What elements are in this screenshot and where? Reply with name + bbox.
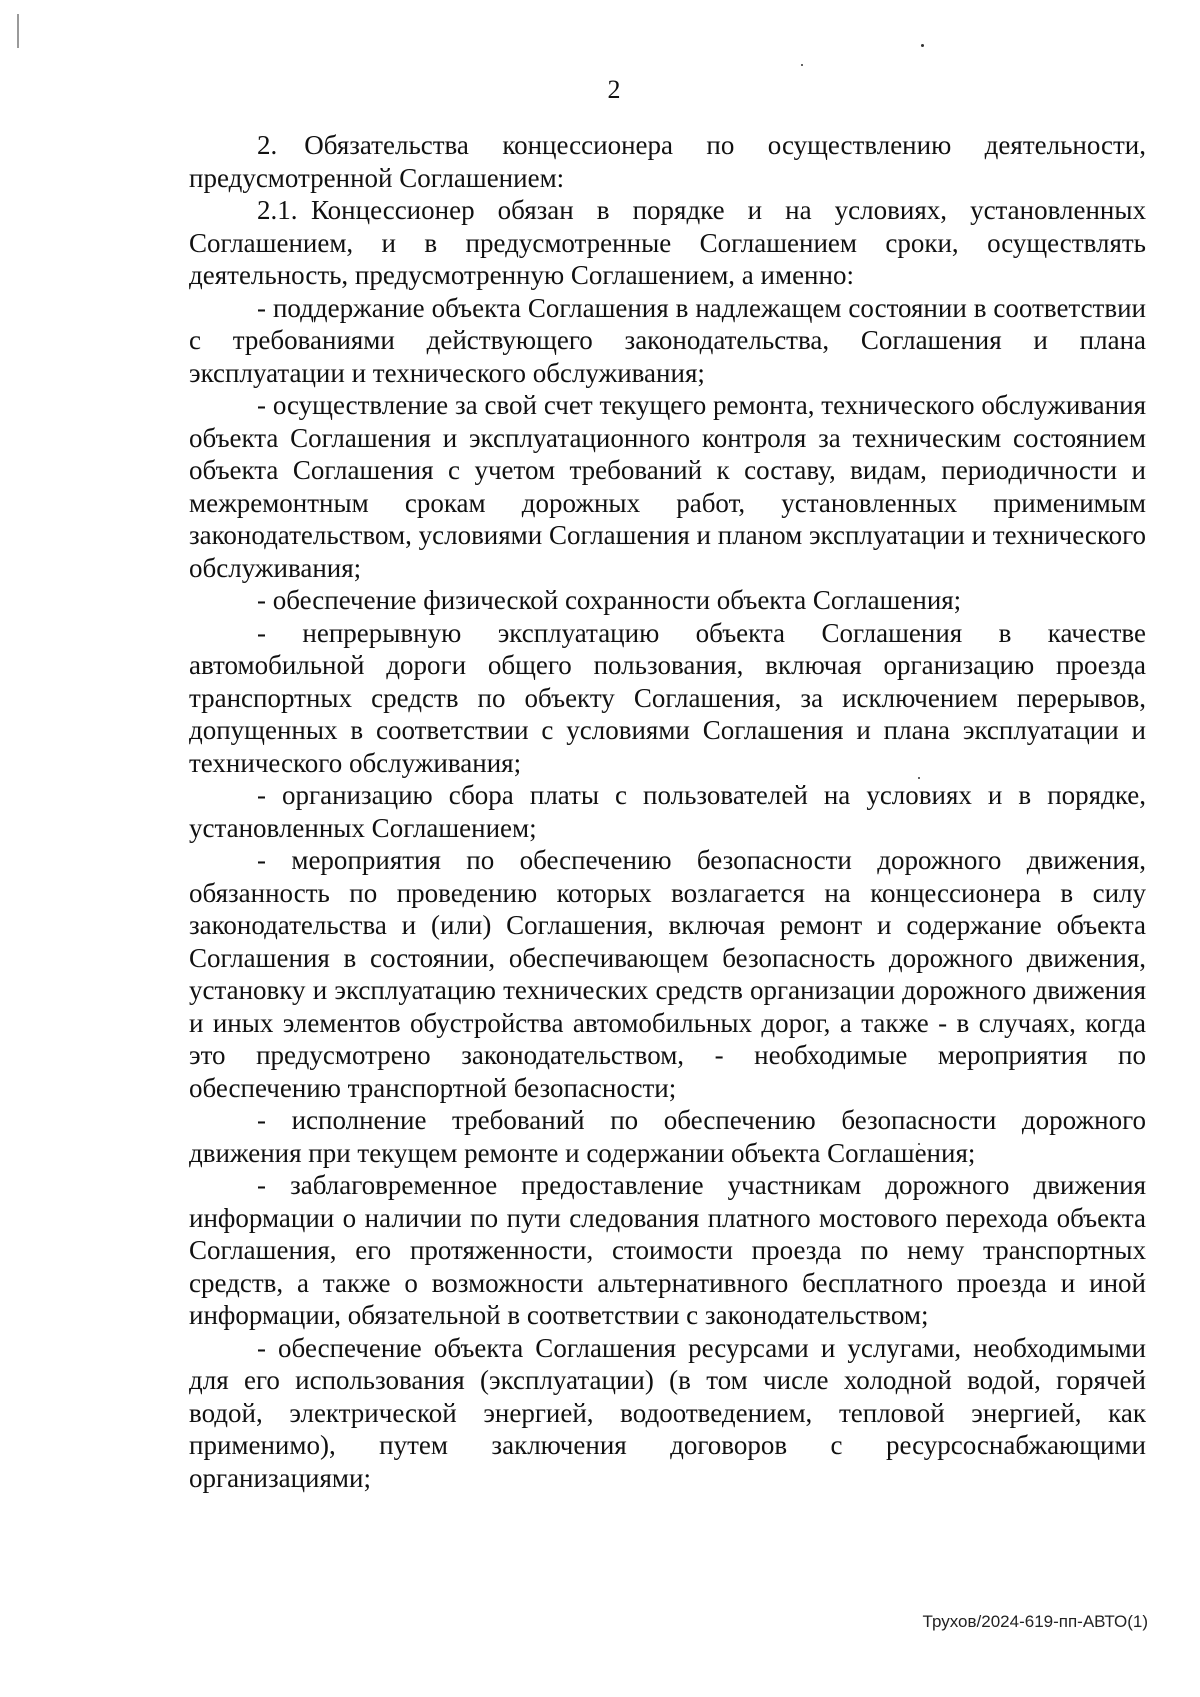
list-item-resources-supply: - обеспечение объекта Соглашения ресурсами и услугами, необходимыми для его использования (эксплуатации) (в том числе холодной водой, горячей водой, электрической энергией, водоотведением, тепловой энергией, как применимо), путем заключения договоров с ресурсоснабжающими организациями; — [189, 1332, 1146, 1493]
list-item-advance-information: - заблаговременное предоставление участникам дорожного движения информации о наличии по пути следования платного мостового перехода объекта Соглашения, его протяженности, стоимости проезда по нему транспортных средств, а также о возможности альтернативного бесплатного проезда и иной информации, обязательной в соответствии с законодательством; — [189, 1170, 1146, 1330]
scan-speck — [921, 44, 924, 47]
document-body — [189, 129, 1146, 1494]
scan-edge-mark — [17, 14, 19, 48]
list-item-continuous-operation: - непрерывную эксплуатацию объекта Соглашения в качестве автомобильной дороги общего пользования, включая организацию проезда транспортных средств по объекту Соглашения, за исключением перерывов, допущенных в соответствии с условиями Соглашения и плана эксплуатации и технического обслуживания; — [189, 617, 1146, 778]
list-item-maintenance: - поддержание объекта Соглашения в надлежащем состоянии в соответствии с требованиями действующего законодательства, Соглашения и плана эксплуатации и технического обслуживания; — [189, 292, 1146, 388]
list-item-road-safety-measures: - мероприятия по обеспечению безопасности дорожного движения, обязанность по проведению которых возлагается на концессионера в силу законодательства и (или) Соглашения, включая ремонт и содержание объекта Соглашения в состоянии, обеспечивающем безопасность дорожного движения, установку и эксплуатацию технических средств организации дорожного движения и иных элементов обустройства автомобильных дорог, а также - в случаях, когда это предусмотрено законодательством, - необходимые мероприятия по обеспечению транспортной безопасности; — [189, 845, 1146, 1103]
document-footer-code: Трухов/2024-619-пп-АВТО(1) — [922, 1612, 1148, 1631]
page-number: 2 — [607, 75, 621, 104]
scan-speck — [801, 64, 803, 66]
list-item-safety-requirements: - исполнение требований по обеспечению безопасности дорожного движения при текущем ремонте и содержании объекта Соглашения; — [189, 1105, 1146, 1168]
list-item-repair: - осуществление за свой счет текущего ремонта, технического обслуживания объекта Соглашения и эксплуатационного контроля за техническим состоянием объекта Соглашения с учетом требований к составу, видам, периодичности и межремонтным срокам дорожных работ, установленных применимым законодательством, условиями Соглашения и планом эксплуатации и технического обслуживания; — [189, 390, 1146, 583]
list-item-fee-collection: - организацию сбора платы с пользователей на условиях и в порядке, установленных Соглашением; — [189, 780, 1146, 843]
paragraph-clause-2-1: 2.1. Концессионер обязан в порядке и на условиях, установленных Соглашением, и в предусмотренные Соглашением сроки, осуществлять деятельность, предусмотренную Соглашением, а именно: — [189, 195, 1146, 290]
paragraph-section-heading: 2. Обязательства концессионера по осуществлению деятельности, предусмотренной Соглашением: — [189, 130, 1146, 193]
list-item-physical-safety: - обеспечение физической сохранности объекта Соглашения; — [257, 585, 962, 615]
